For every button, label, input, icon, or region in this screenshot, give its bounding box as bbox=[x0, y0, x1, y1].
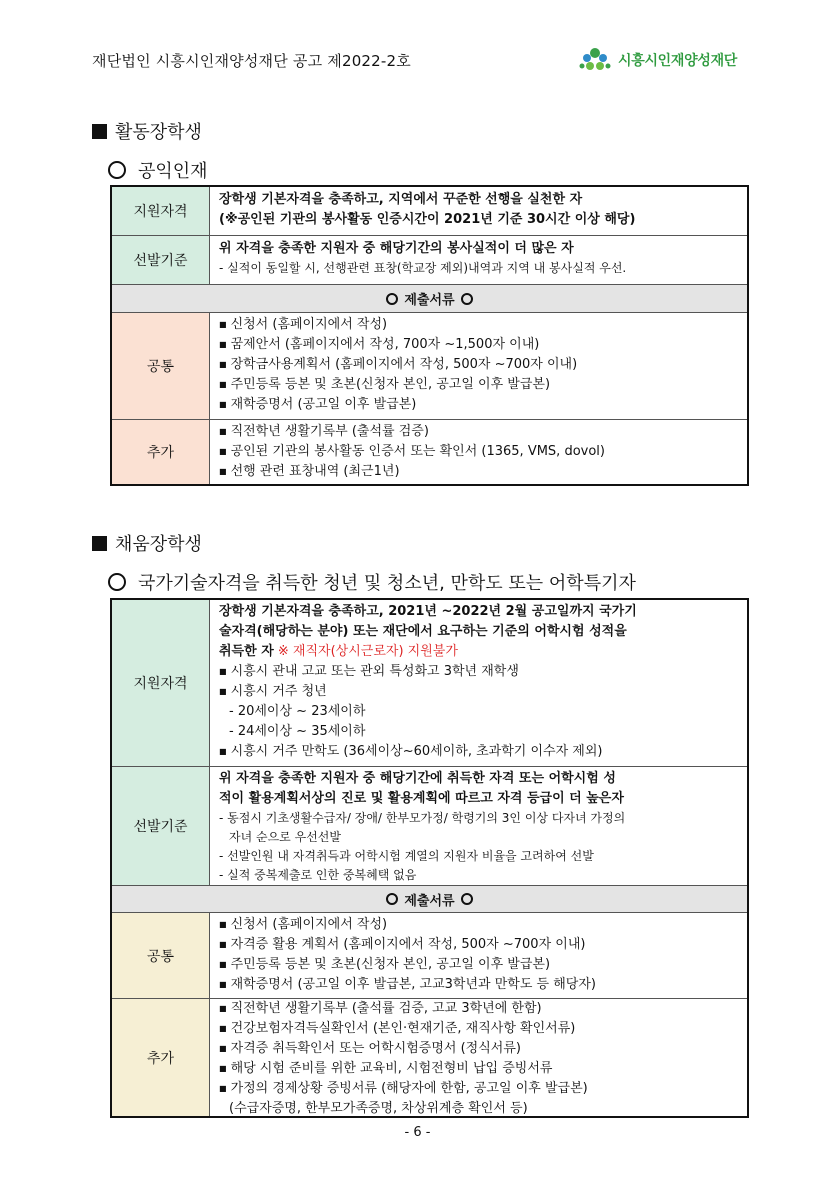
list-item: ■ 시흥시 거주 청년 bbox=[219, 682, 741, 702]
content-line: 취득한 자 ※ 재직자(상시근로자) 지원불가 bbox=[219, 644, 458, 659]
square-bullet-icon bbox=[92, 536, 107, 551]
content-line: (※공인된 기관의 봉사활동 인증시간이 2021년 기준 30시간 이상 해당) bbox=[219, 212, 636, 227]
sub-item: - 24세이상 ~ 35세이하 bbox=[229, 724, 366, 739]
row-label: 선발기준 bbox=[112, 767, 210, 885]
list-item: ■ 가정의 경제상황 증빙서류 (해당자에 한함, 공고일 이후 발급본) bbox=[219, 1079, 741, 1099]
logo-text: 시흥시인재양성재단 bbox=[618, 53, 738, 69]
sub-item: - 20세이상 ~ 23세이하 bbox=[229, 704, 366, 719]
list-item: ■ 해당 시험 준비를 위한 교육비, 시험전형비 납입 증빙서류 bbox=[219, 1059, 741, 1079]
list-item: ■ 시흥시 관내 고교 또는 관외 특성화고 3학년 재학생 bbox=[219, 662, 741, 682]
content-line: 위 자격을 충족한 지원자 중 해당기간의 봉사실적이 더 많은 자 bbox=[219, 241, 574, 256]
row-label: 추가 bbox=[112, 420, 210, 484]
row-label: 추가 bbox=[112, 999, 210, 1116]
table-row bbox=[112, 284, 747, 312]
subsection-heading-public bbox=[108, 157, 208, 183]
circle-bullet-icon bbox=[108, 573, 126, 591]
content-line: - 실적이 동일할 시, 선행관련 표창(학교장 제외)내역과 지역 내 봉사실적 우선. bbox=[219, 261, 627, 275]
content-line: 위 자격을 충족한 지원자 중 해당기간에 취득한 자격 또는 어학시험 성 bbox=[219, 771, 616, 786]
row-content bbox=[209, 600, 747, 766]
content-line: - 실적 중복제출로 인한 중복혜택 없음 bbox=[219, 868, 417, 882]
section-title: 활동장학생 bbox=[115, 122, 202, 143]
content-line: 술자격(해당하는 분야) 또는 재단에서 요구하는 기준의 어학시험 성적을 bbox=[219, 624, 627, 639]
row-content bbox=[209, 313, 747, 419]
row-label: 지원자격 bbox=[112, 600, 210, 766]
list-item: ■ 재학증명서 (공고일 이후 발급본, 고교3학년과 만학도 등 해당자) bbox=[219, 975, 741, 995]
table-row bbox=[112, 419, 747, 484]
row-content bbox=[209, 913, 747, 998]
subsection-title: 국가기술자격을 취득한 청년 및 청소년, 만학도 또는 어학특기자 bbox=[138, 573, 636, 594]
circle-mark-icon bbox=[461, 293, 473, 305]
section-heading-activity bbox=[92, 118, 202, 144]
row-content bbox=[209, 767, 747, 885]
content-line: 적이 활용계획서상의 진로 및 활용계획에 따르고 자격 등급이 더 높은자 bbox=[219, 791, 624, 806]
row-label: 공통 bbox=[112, 913, 210, 998]
table-row bbox=[112, 187, 747, 235]
list-item: ■ 주민등록 등본 및 초본(신청자 본인, 공고일 이후 발급본) bbox=[219, 955, 741, 975]
row-content bbox=[209, 999, 747, 1116]
foundation-logo bbox=[578, 46, 737, 74]
list-item: ■ 시흥시 거주 만학도 (36세이상~60세이하, 초과학기 이수자 제외) bbox=[219, 742, 741, 762]
circle-mark-icon bbox=[461, 893, 473, 905]
table-row bbox=[112, 312, 747, 419]
circle-bullet-icon bbox=[108, 161, 126, 179]
list-item: ■ 선행 관련 표창내역 (최근1년) bbox=[219, 462, 741, 482]
list-item: ■ 신청서 (홈페이지에서 작성) bbox=[219, 915, 741, 935]
table-row bbox=[112, 912, 747, 998]
list-item: ■ 주민등록 등본 및 초본(신청자 본인, 공고일 이후 발급본) bbox=[219, 375, 741, 395]
square-bullet-icon bbox=[92, 124, 107, 139]
docs-header-label: 제출서류 bbox=[404, 293, 455, 308]
table-row bbox=[112, 600, 747, 766]
circle-mark-icon bbox=[386, 893, 398, 905]
circle-mark-icon bbox=[386, 293, 398, 305]
content-line: 자녀 순으로 우선선발 bbox=[229, 830, 341, 844]
list-item: ■ 건강보험자격득실확인서 (본인·현재기준, 재직사항 확인서류) bbox=[219, 1019, 741, 1039]
logo-icon bbox=[578, 46, 612, 74]
list-item: ■ 꿈제안서 (홈페이지에서 작성, 700자 ~1,500자 이내) bbox=[219, 335, 741, 355]
list-item: ■ 재학증명서 (공고일 이후 발급본) bbox=[219, 395, 741, 415]
table-row bbox=[112, 235, 747, 284]
docs-header bbox=[112, 886, 747, 912]
section-heading-fill bbox=[92, 530, 202, 556]
content-line: - 선발인원 내 자격취득과 어학시험 계열의 지원자 비율을 고려하여 선발 bbox=[219, 849, 594, 863]
list-item: ■ 직전학년 생활기록부 (출석률 검증) bbox=[219, 422, 741, 442]
table-row bbox=[112, 998, 747, 1116]
document-header: 재단법인 시흥시인재양성재단 공고 제2022-2호 bbox=[92, 52, 411, 70]
row-content bbox=[209, 187, 747, 235]
content-line: - 동점시 기초생활수급자/ 장애/ 한부모가정/ 학령기의 3인 이상 다자녀 가정의 bbox=[219, 811, 626, 825]
subsection-heading-qualification bbox=[108, 569, 636, 595]
list-item: ■ 장학금사용계획서 (홈페이지에서 작성, 500자 ~700자 이내) bbox=[219, 355, 741, 375]
row-label: 선발기준 bbox=[112, 236, 210, 284]
table-row bbox=[112, 766, 747, 885]
restriction-note: ※ 재직자(상시근로자) 지원불가 bbox=[277, 644, 458, 659]
list-item: ■ 공인된 기관의 봉사활동 인증서 또는 확인서 (1365, VMS, dovol) bbox=[219, 442, 741, 462]
docs-header bbox=[112, 285, 747, 312]
row-label: 공통 bbox=[112, 313, 210, 419]
list-item: ■ 자격증 활용 계획서 (홈페이지에서 작성, 500자 ~700자 이내) bbox=[219, 935, 741, 955]
list-item: ■ 자격증 취득확인서 또는 어학시험증명서 (정식서류) bbox=[219, 1039, 741, 1059]
activity-scholarship-table bbox=[110, 185, 749, 486]
list-item: ■ 신청서 (홈페이지에서 작성) bbox=[219, 315, 741, 335]
table-row bbox=[112, 885, 747, 912]
page-number: - 6 - bbox=[404, 1125, 431, 1140]
docs-header-label: 제출서류 bbox=[404, 893, 455, 909]
row-label: 지원자격 bbox=[112, 187, 210, 235]
content-line: 장학생 기본자격을 충족하고, 2021년 ~2022년 2월 공고일까지 국가기 bbox=[219, 604, 637, 619]
fill-scholarship-table bbox=[110, 598, 749, 1118]
content-line: 장학생 기본자격을 충족하고, 지역에서 꾸준한 선행을 실천한 자 bbox=[219, 192, 583, 207]
row-content bbox=[209, 236, 747, 284]
row-content bbox=[209, 420, 747, 484]
subsection-title: 공익인재 bbox=[138, 161, 208, 182]
list-item-note: (수급자증명, 한부모가족증명, 차상위계층 확인서 등) bbox=[229, 1101, 528, 1116]
section-title: 채움장학생 bbox=[115, 534, 202, 555]
list-item: ■ 직전학년 생활기록부 (출석률 검증, 고교 3학년에 한함) bbox=[219, 999, 741, 1019]
